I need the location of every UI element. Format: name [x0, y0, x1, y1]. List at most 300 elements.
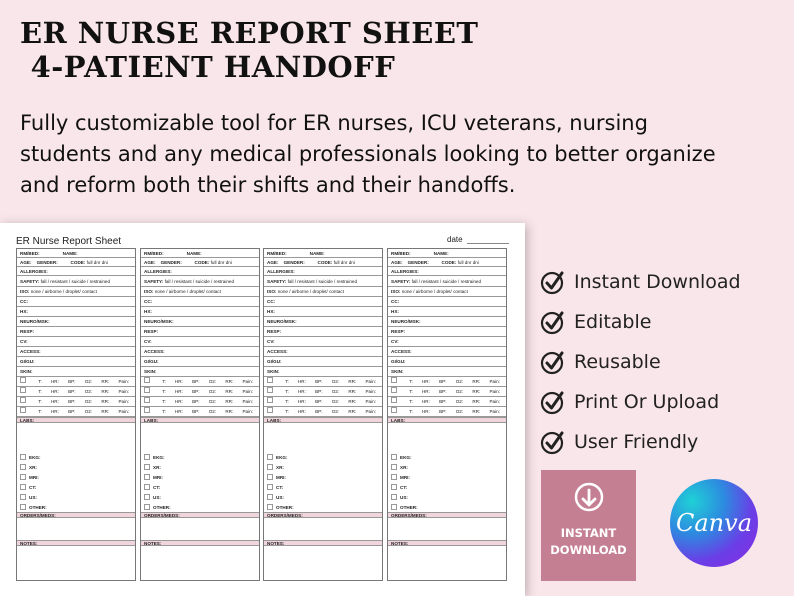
patient-column [140, 248, 260, 581]
sheet-row [264, 307, 382, 317]
sheet-row [141, 317, 259, 327]
vital-label: BP: [439, 399, 447, 404]
vital-label: RR: [472, 399, 481, 404]
test-row [17, 472, 135, 482]
sheet-row [17, 512, 135, 518]
patient-column [16, 248, 136, 581]
vital-label: T: [409, 389, 413, 394]
sheet-row [388, 287, 506, 297]
cc-label: CC: [20, 299, 29, 304]
vitals-row [141, 387, 259, 397]
checkbox[interactable] [20, 454, 26, 460]
vital-label: O2: [208, 389, 217, 394]
check-circle-icon [540, 349, 566, 375]
vital-label: O2: [331, 389, 340, 394]
checkbox[interactable] [267, 464, 273, 470]
skin-label: SKIN: [267, 369, 280, 374]
safety-options: fall / resistant / suicide / restrained [40, 279, 111, 284]
vital-label: O2: [208, 399, 217, 404]
sheet-row [141, 327, 259, 337]
neuro-label: NEURO/MSK: [391, 319, 421, 324]
vital-label: HR: [297, 379, 306, 384]
vital-label: BP: [439, 409, 447, 414]
sheet-row [17, 540, 135, 546]
sheet-row [264, 317, 382, 327]
vital-label: Pain: [365, 379, 376, 384]
vital-label: HR: [421, 409, 430, 414]
checkbox[interactable] [267, 484, 273, 490]
gender-label: GENDER: [407, 260, 429, 265]
labs-label: LABS: [267, 418, 282, 423]
age-label: AGE: [144, 260, 156, 265]
sheet-row [264, 540, 382, 546]
allergies-label: ALLERGIES: [144, 269, 172, 274]
sheet-row [388, 357, 506, 367]
allergies-label: ALLERGIES: [391, 269, 419, 274]
sheet-row [17, 287, 135, 297]
vital-label: BP: [68, 399, 76, 404]
cc-label: CC: [267, 299, 276, 304]
vital-label: HR: [421, 389, 430, 394]
vital-label: RR: [472, 409, 481, 414]
sheet-row [264, 287, 382, 297]
vital-label: Pain: [242, 389, 253, 394]
test-label: OTHER: [153, 504, 171, 510]
test-label: MRI: [400, 474, 410, 480]
vital-label: BP: [68, 389, 76, 394]
feature-label: Editable [574, 311, 652, 333]
sheet-row [388, 540, 506, 546]
checkbox[interactable] [391, 494, 397, 500]
access-label: ACCESS: [144, 349, 165, 354]
vitals-row [141, 377, 259, 387]
vital-label: Pain: [489, 379, 500, 384]
sheet-row [141, 337, 259, 347]
test-label: EKG: [276, 454, 288, 460]
vital-label: Pain: [118, 379, 129, 384]
sheet-row [141, 287, 259, 297]
checkbox[interactable] [20, 377, 26, 383]
vital-label: RR: [225, 389, 234, 394]
sheet-row [17, 347, 135, 357]
checkbox[interactable] [144, 407, 150, 413]
sheet-row [264, 347, 382, 357]
vital-label: Pain: [365, 399, 376, 404]
sheet-row [264, 249, 382, 258]
vital-label: BP: [192, 379, 200, 384]
vital-label: RR: [348, 399, 357, 404]
gi-gu-label: GI/GU: [391, 359, 406, 364]
vital-label: T: [285, 379, 289, 384]
sheet-row [264, 337, 382, 347]
feature-label: User Friendly [574, 431, 699, 453]
vital-label: Pain: [489, 399, 500, 404]
orders-label: ORDERS/MEDS: [20, 513, 56, 518]
gender-label: GENDER: [160, 260, 182, 265]
checkbox[interactable] [144, 397, 150, 403]
vital-label: T: [38, 409, 42, 414]
vital-label: T: [285, 399, 289, 404]
neuro-label: NEURO/MSK: [144, 319, 174, 324]
test-row [264, 452, 382, 462]
vital-label: RR: [225, 379, 234, 384]
vital-label: BP: [192, 389, 200, 394]
vital-label: T: [409, 399, 413, 404]
checkbox[interactable] [144, 484, 150, 490]
checkbox[interactable] [391, 474, 397, 480]
canva-logo-text: Canva [676, 509, 752, 537]
sheet-row [388, 307, 506, 317]
sheet-row [264, 357, 382, 367]
checkbox[interactable] [267, 504, 273, 510]
iso-options: none / airborne / droplet/ contact [277, 289, 344, 294]
gender-label: GENDER: [283, 260, 305, 265]
vital-label: T: [409, 379, 413, 384]
vital-label: T: [38, 389, 42, 394]
test-row [264, 482, 382, 492]
checkbox[interactable] [267, 377, 273, 383]
vital-label: Pain: [242, 379, 253, 384]
sheet-row [264, 417, 382, 423]
vital-label: RR: [348, 379, 357, 384]
test-label: EKG: [400, 454, 412, 460]
vital-label: Pain: [489, 409, 500, 414]
test-row [388, 452, 506, 462]
vital-label: HR: [421, 399, 430, 404]
vital-label: HR: [174, 379, 183, 384]
cv-label: CV: [267, 339, 275, 344]
test-label: MRI: [29, 474, 39, 480]
test-label: US: [29, 494, 37, 500]
sheet-row [388, 347, 506, 357]
orders-label: ORDERS/MEDS: [267, 513, 303, 518]
download-line-2: DOWNLOAD [550, 543, 627, 557]
vital-label: BP: [192, 409, 200, 414]
vital-label: RR: [348, 409, 357, 414]
feature-item [540, 422, 790, 462]
code-options: full dnr dni [86, 260, 108, 265]
hx-label: HX: [144, 309, 152, 314]
sheet-row [141, 540, 259, 546]
notes-label: NOTES: [20, 541, 38, 546]
sheet-row [141, 357, 259, 367]
cc-label: CC: [144, 299, 153, 304]
vital-label: RR: [101, 389, 110, 394]
test-row [141, 452, 259, 462]
checkbox[interactable] [391, 464, 397, 470]
vital-label: T: [162, 389, 166, 394]
vital-label: Pain: [118, 399, 129, 404]
sheet-row [141, 249, 259, 258]
sheet-row [17, 367, 135, 377]
iso-options: none / airborne / droplet/ contact [401, 289, 468, 294]
canva-logo [670, 479, 758, 567]
sheet-row [141, 367, 259, 377]
page-title [20, 16, 479, 84]
checkbox[interactable] [391, 454, 397, 460]
checkbox[interactable] [20, 407, 26, 413]
check-circle-icon [540, 429, 566, 455]
test-label: XR: [400, 464, 408, 470]
checkbox[interactable] [267, 407, 273, 413]
vital-label: Pain: [365, 389, 376, 394]
checkbox[interactable] [267, 397, 273, 403]
test-row [141, 492, 259, 502]
test-row [264, 492, 382, 502]
labs-label: LABS: [144, 418, 159, 423]
checkbox[interactable] [144, 494, 150, 500]
sheet-row [264, 276, 382, 287]
checkbox[interactable] [267, 387, 273, 393]
sheet-row [17, 327, 135, 337]
sheet-row [141, 267, 259, 276]
feature-item [540, 342, 790, 382]
sheet-row [388, 317, 506, 327]
check-circle-icon [540, 269, 566, 295]
orders-label: ORDERS/MEDS: [144, 513, 180, 518]
gi-gu-label: GI/GU: [267, 359, 282, 364]
sheet-row [141, 417, 259, 423]
checkbox[interactable] [20, 397, 26, 403]
vital-label: O2: [331, 379, 340, 384]
cv-label: CV: [391, 339, 399, 344]
vital-label: RR: [101, 379, 110, 384]
test-row [141, 472, 259, 482]
test-row [17, 502, 135, 512]
checkbox[interactable] [144, 504, 150, 510]
safety-options: fall / resistant / suicide / restrained [287, 279, 358, 284]
age-label: AGE: [267, 260, 279, 265]
sheet-row [388, 258, 506, 267]
orders-label: ORDERS/MEDS: [391, 513, 427, 518]
checkbox[interactable] [391, 377, 397, 383]
code-label: CODE: [441, 260, 457, 265]
checkbox[interactable] [20, 484, 26, 490]
vital-label: Pain: [118, 389, 129, 394]
test-label: XR: [29, 464, 37, 470]
sheet-row [141, 297, 259, 307]
report-sheet-preview [0, 223, 525, 596]
age-label: AGE: [20, 260, 32, 265]
test-row [141, 462, 259, 472]
checkbox[interactable] [267, 494, 273, 500]
vital-label: O2: [455, 379, 464, 384]
vital-label: T: [285, 389, 289, 394]
sheet-row [264, 267, 382, 276]
vital-label: O2: [455, 389, 464, 394]
access-label: ACCESS: [267, 349, 288, 354]
feature-label: Instant Download [574, 271, 741, 293]
vital-label: RR: [348, 389, 357, 394]
test-label: OTHER: [400, 504, 418, 510]
checkbox[interactable] [391, 397, 397, 403]
test-label: CT: [276, 484, 284, 490]
test-label: CT: [29, 484, 37, 490]
checkbox[interactable] [20, 494, 26, 500]
resp-label: RESP: [144, 329, 159, 334]
checkbox[interactable] [144, 377, 150, 383]
sheet-row [17, 249, 135, 258]
vital-label: T: [38, 379, 42, 384]
vital-label: T: [409, 409, 413, 414]
cv-label: CV: [144, 339, 152, 344]
vital-label: O2: [84, 399, 93, 404]
vitals-row [264, 397, 382, 407]
vitals-row [17, 397, 135, 407]
checkbox[interactable] [20, 464, 26, 470]
download-line-1: INSTANT [560, 526, 617, 540]
resp-label: RESP: [391, 329, 406, 334]
vital-label: Pain: [242, 399, 253, 404]
cc-label: CC: [391, 299, 400, 304]
vital-label: O2: [455, 409, 464, 414]
checkbox[interactable] [391, 387, 397, 393]
test-row [17, 492, 135, 502]
checkbox[interactable] [391, 504, 397, 510]
code-label: CODE: [194, 260, 210, 265]
sheet-row [17, 297, 135, 307]
hx-label: HX: [267, 309, 275, 314]
labs-label: LABS: [391, 418, 406, 423]
vital-label: Pain: [242, 409, 253, 414]
check-circle-icon [540, 309, 566, 335]
test-row [264, 462, 382, 472]
feature-item [540, 262, 790, 302]
skin-label: SKIN: [391, 369, 404, 374]
test-label: OTHER: [29, 504, 47, 510]
vital-label: O2: [84, 409, 93, 414]
date-line [467, 243, 509, 244]
vital-label: T: [162, 399, 166, 404]
vital-label: HR: [421, 379, 430, 384]
product-description: Fully customizable tool for ER nurses, ICU veterans, nursing students and any medical professionals looking to better organize and reform both their shifts and their handoffs. [20, 111, 716, 197]
vital-label: BP: [315, 389, 323, 394]
feature-item [540, 302, 790, 342]
rm-bed-label: RM/BED: [20, 251, 40, 256]
skin-label: SKIN: [20, 369, 33, 374]
checkbox[interactable] [144, 387, 150, 393]
sheet-row [17, 267, 135, 276]
safety-label: SAFETY: [144, 279, 164, 284]
sheet-row [141, 512, 259, 518]
vital-label: HR: [50, 399, 59, 404]
vital-label: HR: [174, 399, 183, 404]
notes-label: NOTES: [267, 541, 285, 546]
name-label: NAME: [186, 251, 202, 256]
vital-label: Pain: [118, 409, 129, 414]
feature-item [540, 382, 790, 422]
vital-label: Pain: [489, 389, 500, 394]
checkbox[interactable] [391, 484, 397, 490]
checkbox[interactable] [267, 474, 273, 480]
labs-label: LABS: [20, 418, 35, 423]
access-label: ACCESS: [391, 349, 412, 354]
sheet-row [264, 258, 382, 267]
vital-label: BP: [439, 389, 447, 394]
instant-download-button[interactable] [541, 470, 636, 581]
iso-options: none / airborne / droplet/ contact [30, 289, 97, 294]
checkbox[interactable] [144, 454, 150, 460]
checkbox[interactable] [391, 407, 397, 413]
allergies-label: ALLERGIES: [267, 269, 295, 274]
test-label: MRI: [276, 474, 286, 480]
rm-bed-label: RM/BED: [144, 251, 164, 256]
feature-list [540, 262, 790, 462]
vital-label: HR: [174, 389, 183, 394]
code-options: full dnr dni [210, 260, 232, 265]
cv-label: CV: [20, 339, 28, 344]
checkbox[interactable] [144, 464, 150, 470]
name-label: NAME: [309, 251, 325, 256]
test-row [264, 502, 382, 512]
vital-label: Pain: [365, 409, 376, 414]
vital-label: HR: [50, 409, 59, 414]
vital-label: RR: [472, 389, 481, 394]
sheet-row [388, 249, 506, 258]
safety-options: fall / resistant / suicide / restrained [411, 279, 482, 284]
sheet-row [17, 417, 135, 423]
name-label: NAME: [62, 251, 78, 256]
sheet-row [141, 347, 259, 357]
test-row [388, 462, 506, 472]
checkbox[interactable] [20, 387, 26, 393]
vital-label: HR: [297, 399, 306, 404]
test-row [388, 502, 506, 512]
test-label: MRI: [153, 474, 163, 480]
sheet-row [388, 297, 506, 307]
title-line-2: 4-PATIENT HANDOFF [20, 50, 396, 84]
safety-label: SAFETY: [391, 279, 411, 284]
sheet-title: ER Nurse Report Sheet [16, 236, 122, 247]
test-row [141, 482, 259, 492]
hx-label: HX: [20, 309, 28, 314]
sheet-row [17, 337, 135, 347]
checkbox[interactable] [20, 504, 26, 510]
rm-bed-label: RM/BED: [267, 251, 287, 256]
gender-label: GENDER: [36, 260, 58, 265]
vital-label: O2: [331, 409, 340, 414]
code-label: CODE: [70, 260, 86, 265]
checkbox[interactable] [144, 474, 150, 480]
access-label: ACCESS: [20, 349, 41, 354]
vitals-row [388, 407, 506, 417]
vital-label: BP: [315, 399, 323, 404]
sheet-row [388, 267, 506, 276]
title-line-1: ER NURSE REPORT SHEET [20, 16, 479, 50]
sheet-row [17, 276, 135, 287]
feature-label: Print Or Upload [574, 391, 720, 413]
test-row [388, 472, 506, 482]
sheet-row [264, 327, 382, 337]
test-row [17, 462, 135, 472]
skin-label: SKIN: [144, 369, 157, 374]
checkbox[interactable] [20, 474, 26, 480]
safety-options: fall / resistant / suicide / restrained [164, 279, 235, 284]
vital-label: O2: [455, 399, 464, 404]
sheet-row [17, 317, 135, 327]
vital-label: HR: [297, 409, 306, 414]
vitals-row [141, 407, 259, 417]
notes-label: NOTES: [144, 541, 162, 546]
vitals-row [264, 377, 382, 387]
name-label: NAME: [433, 251, 449, 256]
test-label: US: [400, 494, 408, 500]
checkbox[interactable] [267, 454, 273, 460]
resp-label: RESP: [20, 329, 35, 334]
vital-label: RR: [225, 409, 234, 414]
neuro-label: NEURO/MSK: [267, 319, 297, 324]
iso-label: ISO: [20, 289, 30, 294]
